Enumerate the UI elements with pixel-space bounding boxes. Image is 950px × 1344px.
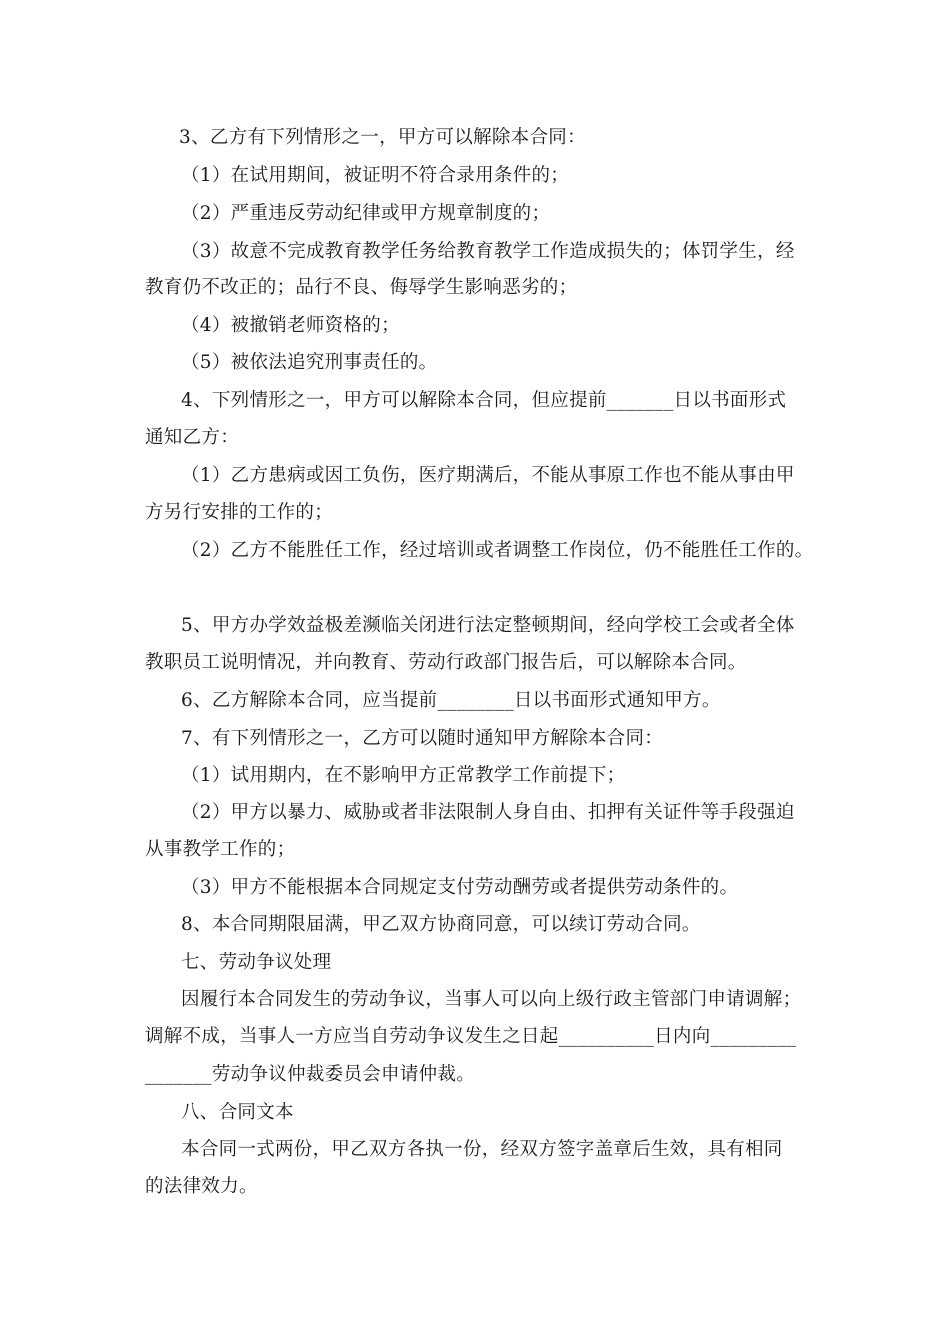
clause-4-item-1-cont: 方另行安排的工作的； [145, 502, 334, 523]
clause-4-heading: 4、下列情形之一，甲方可以解除本合同，但应提前_______日以书面形式 [181, 390, 787, 411]
clause-3-item-2: （2）严重违反劳动纪律或甲方规章制度的； [181, 203, 551, 224]
clause-6: 6、乙方解除本合同，应当提前________日以书面形式通知甲方。 [181, 690, 721, 711]
clause-7-item-2-cont: 从事教学工作的； [145, 839, 296, 860]
clause-5: 5、甲方办学效益极差濒临关闭进行法定整顿期间，经向学校工会或者全体 [181, 615, 795, 636]
clause-5-cont: 教职员工说明情况，并向教育、劳动行政部门报告后，可以解除本合同。 [145, 652, 747, 673]
clause-7-heading: 7、有下列情形之一，乙方可以随时通知甲方解除本合同： [181, 728, 664, 749]
clause-3-item-3-cont: 教育仍不改正的；品行不良、侮辱学生影响恶劣的； [145, 277, 578, 298]
section-7-heading: 七、劳动争议处理 [181, 952, 332, 973]
clause-3-heading: 3、乙方有下列情形之一，甲方可以解除本合同： [179, 127, 586, 148]
section-8-heading: 八、合同文本 [181, 1102, 294, 1123]
clause-7-item-2: （2）甲方以暴力、威胁或者非法限制人身自由、扣押有关证件等手段强迫 [181, 802, 795, 823]
clause-4-item-2: （2）乙方不能胜任工作，经过培训或者调整工作岗位，仍不能胜任工作的。 [181, 540, 814, 561]
clause-4-heading-cont: 通知乙方： [145, 427, 240, 448]
clause-3-item-1: （1）在试用期间，被证明不符合录用条件的； [181, 165, 570, 186]
section-8-para-cont: 的法律效力。 [145, 1176, 258, 1197]
clause-3-item-3: （3）故意不完成教育教学任务给教育教学工作造成损失的；体罚学生，经 [181, 241, 795, 262]
clause-3-item-4: （4）被撤销老师资格的； [181, 315, 400, 336]
clause-8: 8、本合同期限届满，甲乙双方协商同意，可以续订劳动合同。 [181, 914, 701, 935]
clause-7-item-3: （3）甲方不能根据本合同规定支付劳动酬劳或者提供劳动条件的。 [181, 877, 739, 898]
clause-4-item-1: （1）乙方患病或因工负伤，医疗期满后，不能从事原工作也不能从事由甲 [181, 465, 795, 486]
section-7-para-cont-1: 调解不成，当事人一方应当自劳动争议发生之日起__________日内向_________ [145, 1026, 797, 1047]
section-7-para-cont-2: _______劳动争议仲裁委员会申请仲裁。 [145, 1064, 476, 1085]
clause-7-item-1: （1）试用期内，在不影响甲方正常教学工作前提下； [181, 765, 626, 786]
section-7-para: 因履行本合同发生的劳动争议，当事人可以向上级行政主管部门申请调解； [181, 989, 802, 1010]
section-8-para: 本合同一式两份，甲乙双方各执一份，经双方签字盖章后生效，具有相同 [181, 1139, 783, 1160]
clause-3-item-5: （5）被依法追究刑事责任的。 [181, 352, 438, 373]
